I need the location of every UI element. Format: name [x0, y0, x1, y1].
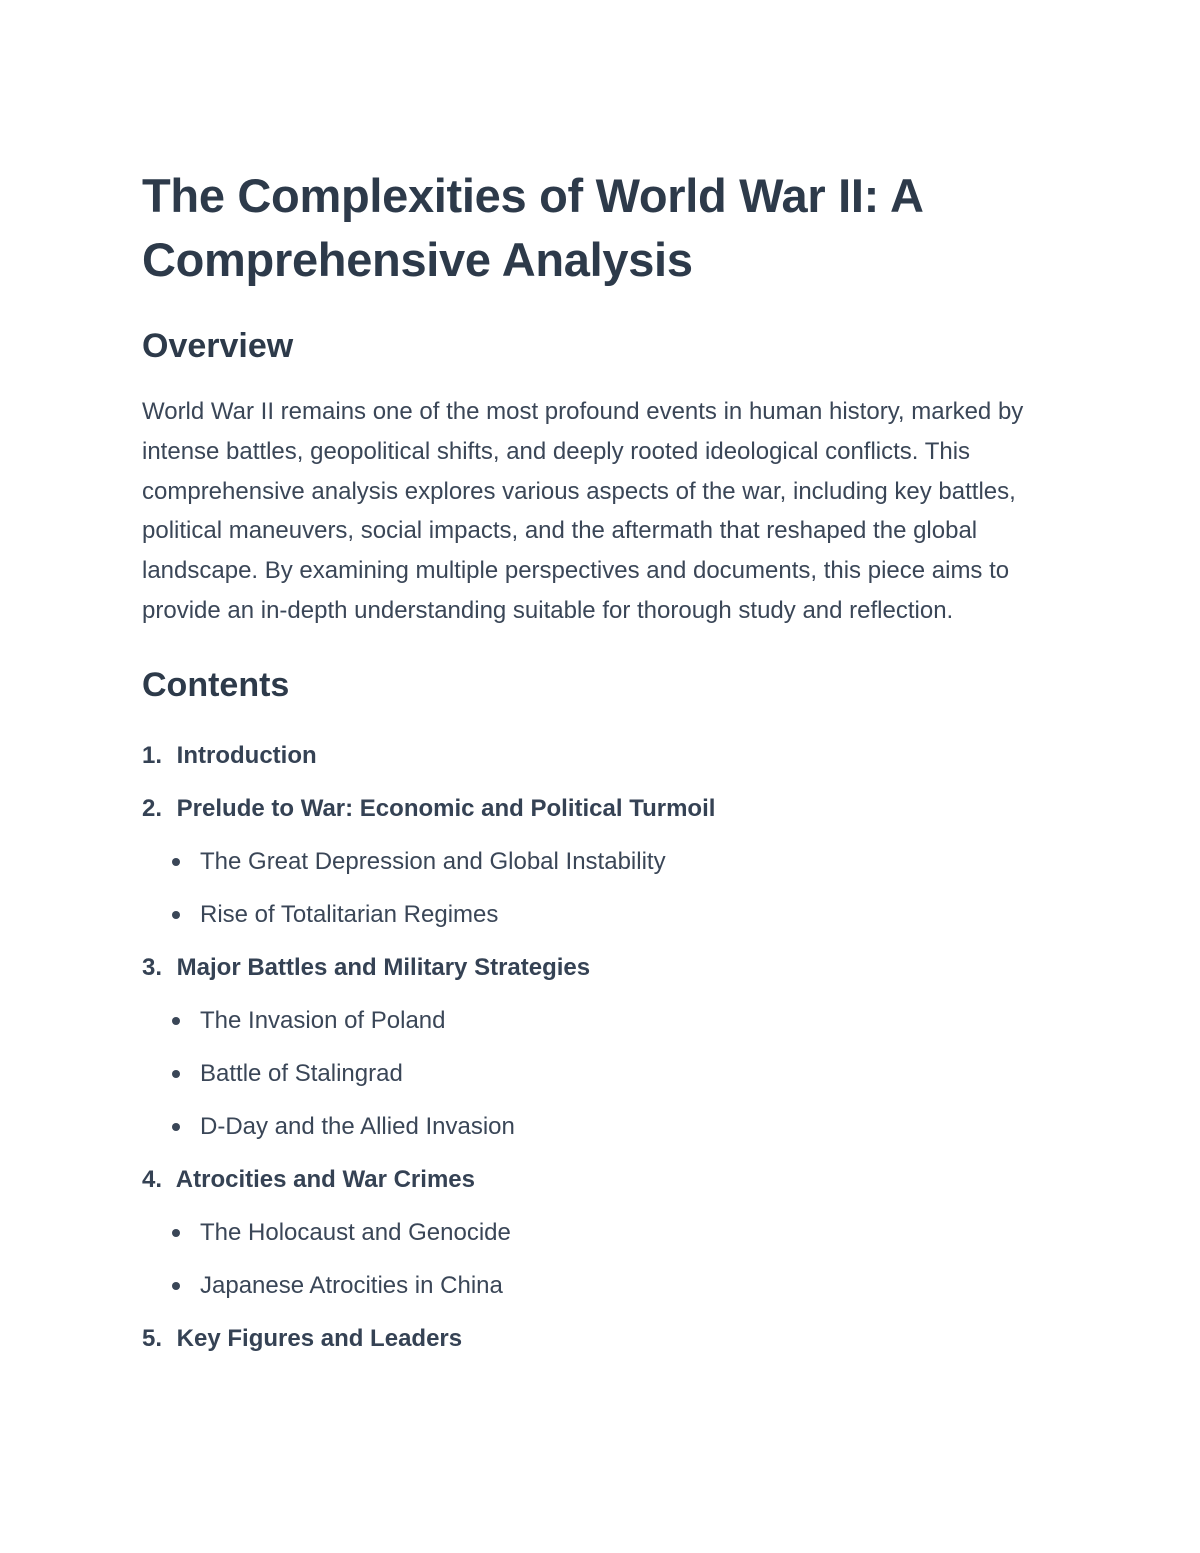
toc-item	[142, 729, 1072, 782]
toc-item	[142, 1312, 1072, 1365]
toc-subitem-label: The Great Depression and Global Instability	[200, 847, 666, 875]
toc-entry	[142, 782, 1072, 835]
overview-paragraph: World War II remains one of the most profound events in human history, marked by intense battles, geopolitical shifts, and deeply rooted ideological conflicts. This comprehensive analysis explores various aspects of the war, including key battles, political maneuvers, social impacts, and the aftermath that reshaped the global landscape. By examining multiple perspectives and documents, this piece aims to provide an in-depth understanding suitable for thorough study and reflection.	[142, 398, 1024, 624]
toc-label: Prelude to War: Economic and Political Turmoil	[176, 794, 716, 822]
toc-subitem	[142, 1259, 1072, 1312]
toc-subitem-label: Battle of Stalingrad	[200, 1059, 403, 1087]
bullet-icon	[172, 1229, 180, 1237]
toc-entry	[142, 1153, 1072, 1206]
bullet-icon	[172, 911, 180, 919]
overview-heading: Overview	[142, 327, 294, 365]
toc-subitem-label: The Invasion of Poland	[200, 1006, 446, 1034]
contents-heading: Contents	[142, 665, 290, 704]
toc-number: 1.	[142, 741, 163, 769]
toc-label: Key Figures and Leaders	[176, 1324, 463, 1352]
bullet-icon	[172, 1070, 180, 1078]
toc-entry	[142, 941, 1072, 994]
bullet-icon	[172, 1017, 180, 1025]
toc-subitem	[142, 1206, 1072, 1259]
toc-subitem	[142, 888, 1072, 941]
toc-subitem-label: Japanese Atrocities in China	[200, 1271, 503, 1299]
toc-subitem-label: D-Day and the Allied Invasion	[200, 1112, 515, 1140]
toc-label: Atrocities and War Crimes	[175, 1165, 475, 1193]
toc-subitem	[142, 1047, 1072, 1100]
toc-sublist	[142, 835, 1072, 941]
document-title: The Complexities of World War II: A Comprehensive Analysis	[142, 169, 922, 286]
toc-entry	[142, 729, 1072, 782]
bullet-icon	[172, 1282, 180, 1290]
toc-sublist	[142, 1206, 1072, 1312]
document-page	[142, 164, 1072, 1365]
toc-item	[142, 941, 1072, 1153]
bullet-icon	[172, 858, 180, 866]
toc-item	[142, 782, 1072, 941]
toc-number: 4.	[142, 1165, 163, 1193]
bullet-icon	[172, 1123, 180, 1131]
toc-number: 3.	[142, 953, 163, 981]
toc-subitem-label: The Holocaust and Genocide	[200, 1218, 511, 1246]
toc-subitem-label: Rise of Totalitarian Regimes	[200, 900, 499, 928]
table-of-contents	[142, 729, 1072, 1365]
toc-subitem	[142, 1100, 1072, 1153]
toc-entry	[142, 1312, 1072, 1365]
toc-label: Major Battles and Military Strategies	[176, 953, 591, 981]
toc-subitem	[142, 994, 1072, 1047]
toc-label: Introduction	[176, 741, 317, 769]
toc-item	[142, 1153, 1072, 1312]
toc-number: 2.	[142, 794, 163, 822]
toc-sublist	[142, 994, 1072, 1153]
toc-subitem	[142, 835, 1072, 888]
toc-number: 5.	[142, 1324, 163, 1352]
